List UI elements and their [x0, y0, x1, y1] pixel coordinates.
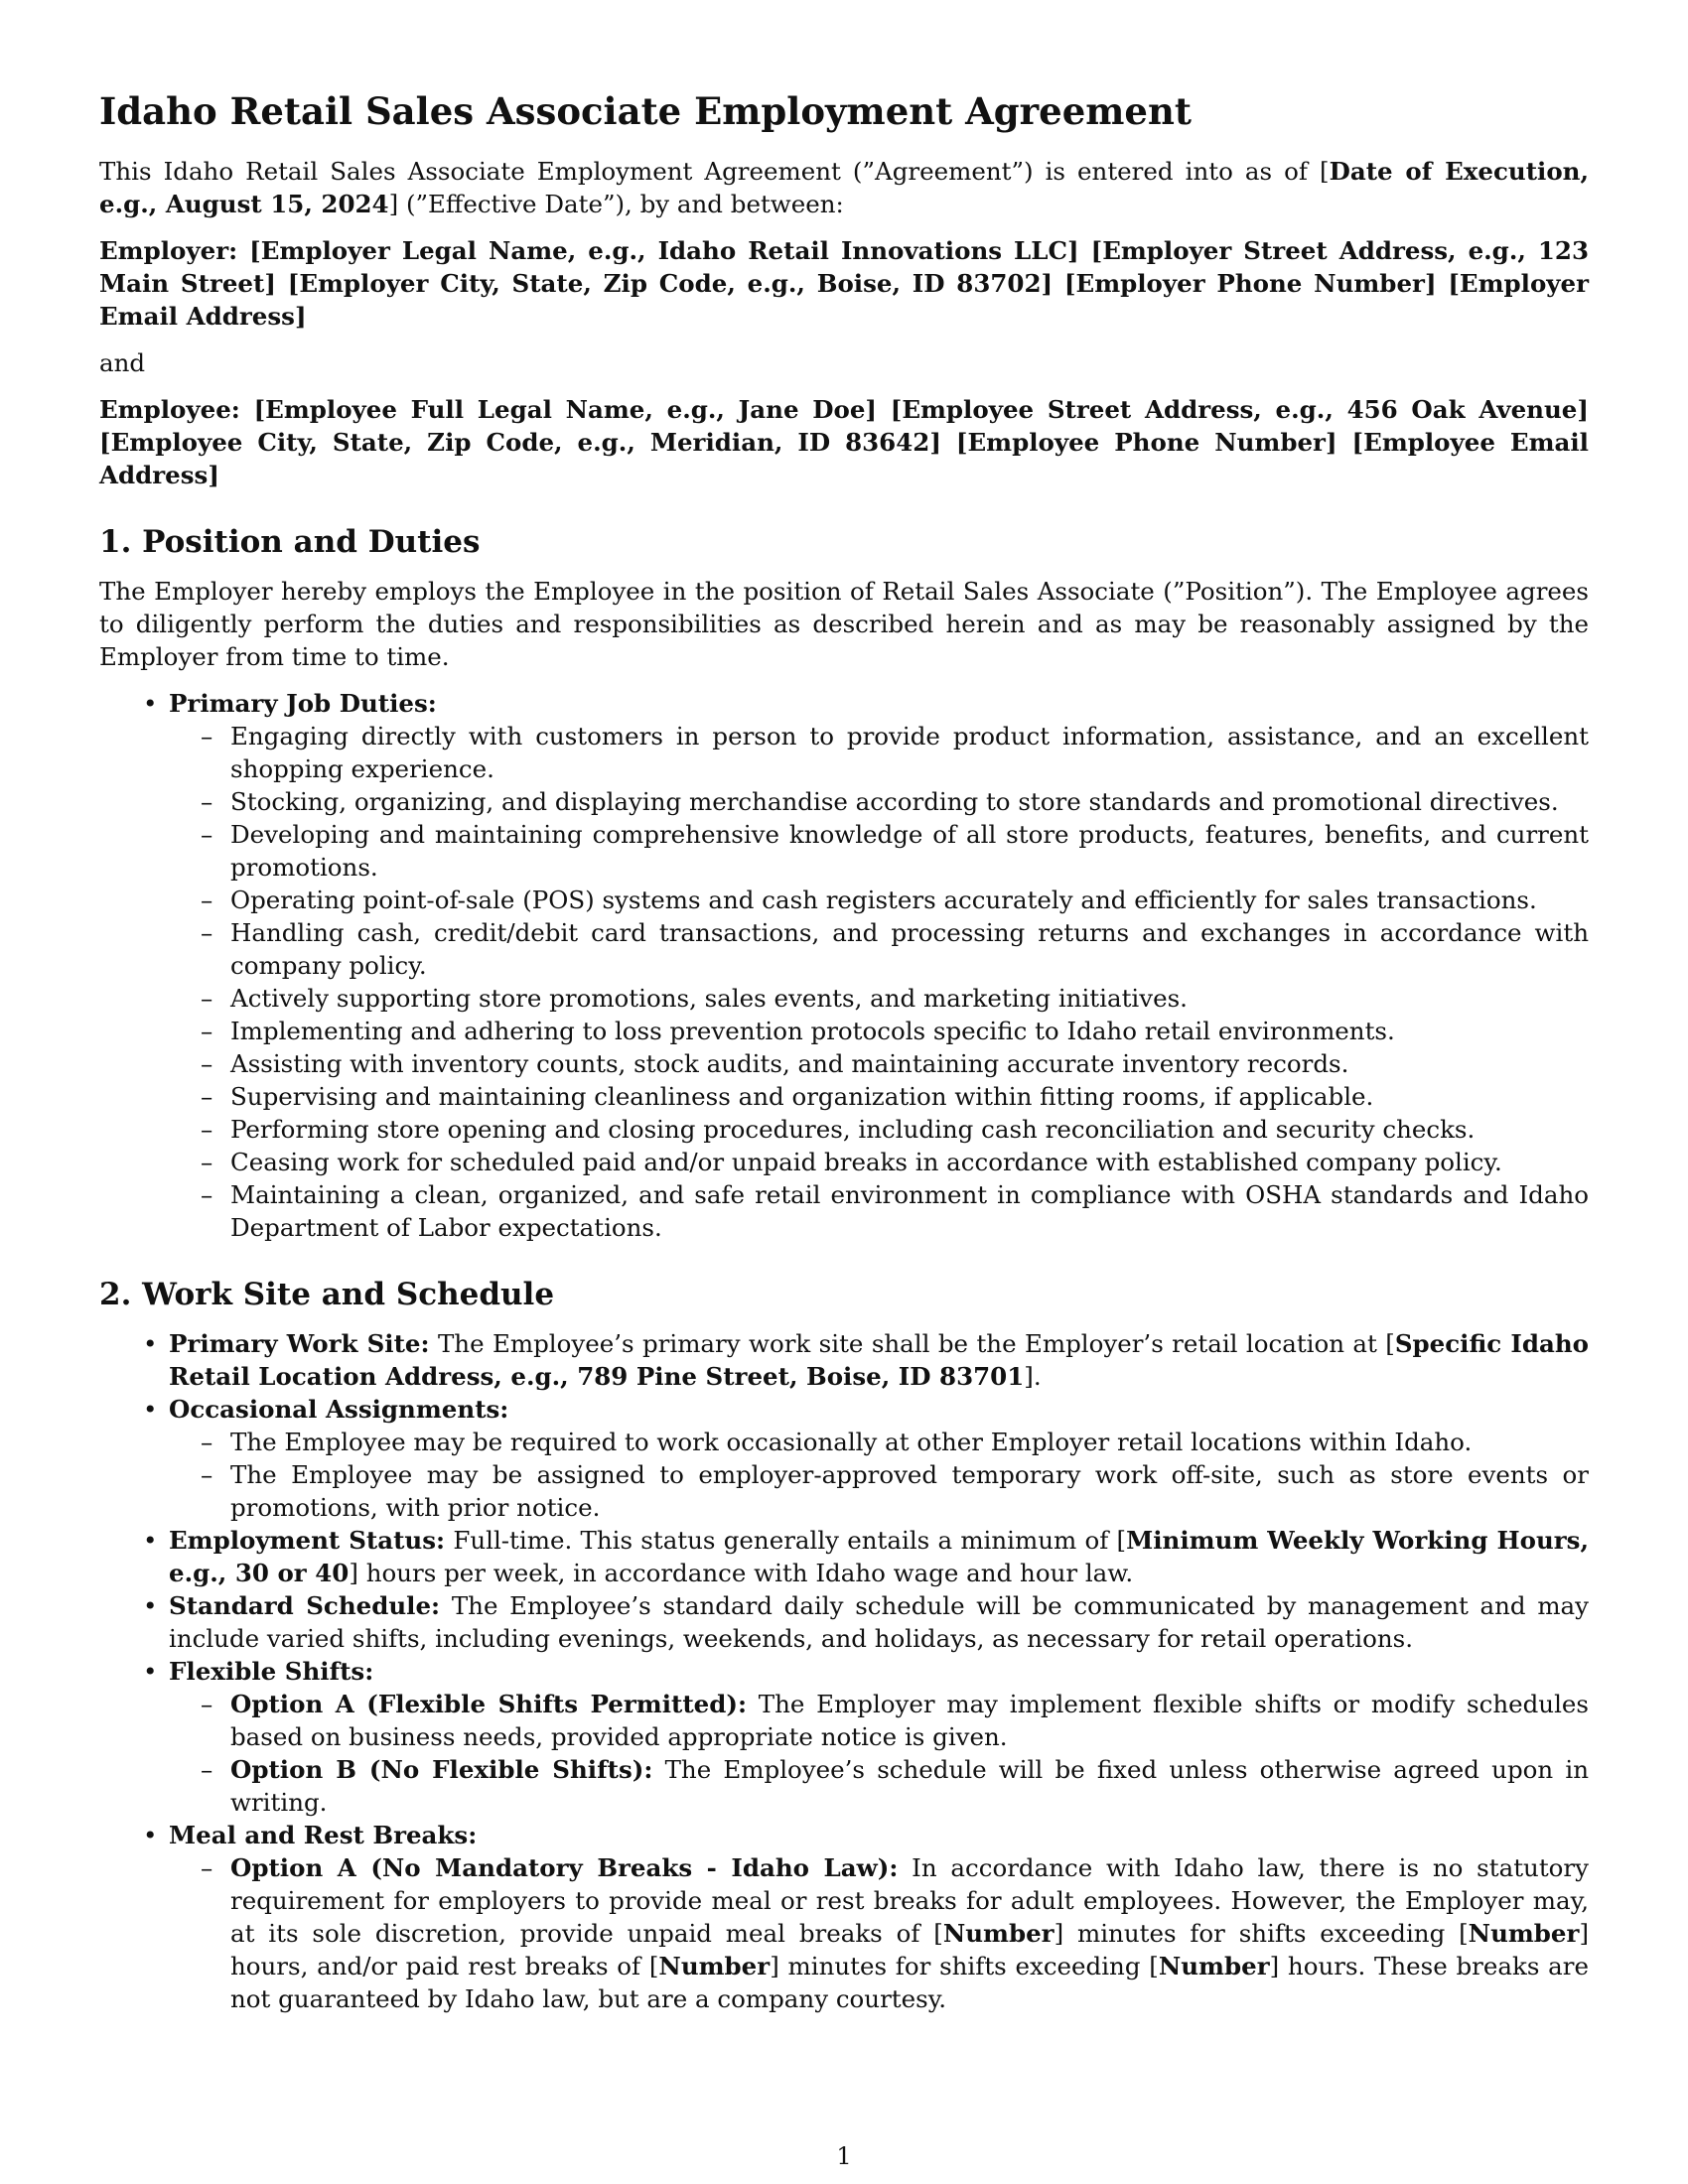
standard-schedule-label: Standard Schedule: [169, 1591, 441, 1620]
breaks-options-list [169, 1851, 1589, 2015]
section-2-heading: 2. Work Site and Schedule [99, 1277, 555, 1312]
work-site-label: Primary Work Site: [169, 1329, 430, 1358]
section-2-list [99, 1327, 1589, 2015]
intro-text-2: ] (”Effective Date”), by and between: [388, 190, 844, 218]
number-placeholder: Number [658, 1952, 771, 1980]
employer-phone-placeholder: Employer Phone Number [1075, 269, 1425, 298]
effective-date-placeholder: Date of Execution, e.g., August 15, 2024 [99, 157, 1590, 218]
standard-schedule-item: • Standard Schedule: The Employee’s standard daily schedule will be communicated by management and may include varied shifts, including evenings, weekends, and holidays, as necessary for retail operations. [169, 1589, 1589, 1655]
employee-email-placeholder: Employee Email Address [99, 428, 1589, 489]
document-page [99, 87, 1589, 2015]
employer-city-placeholder: Employer City, State, Zip Code, e.g., Boise, ID 83702 [299, 269, 1042, 298]
duty-item: – Operating point-of-sale (POS) systems and cash registers accurately and efficiently for sales transactions. [230, 884, 1589, 916]
intro-text-1: This Idaho Retail Sales Associate Employment Agreement (”Agreement”) is entered into as of [ [99, 157, 1330, 186]
employment-status-item: • Employment Status: Full-time. This status generally entails a minimum of [Minimum Weekly Working Hours, e.g., 30 or 40] hours per week, in accordance with Idaho wage and hour law. [169, 1524, 1589, 1589]
occasional-item: – The Employee may be assigned to employer-approved temporary work off-site, such as store events or promotions, with prior notice. [230, 1458, 1589, 1524]
duty-item: – Maintaining a clean, organized, and safe retail environment in compliance with OSHA standards and Idaho Department of Labor expectations. [230, 1178, 1589, 1244]
number-placeholder: Number [1158, 1952, 1270, 1980]
duty-item: – Stocking, organizing, and displaying merchandise according to store standards and promotional directives. [230, 785, 1589, 818]
breaks-option-a: – Option A (No Mandatory Breaks - Idaho Law): In accordance with Idaho law, there is no statutory requirement for employers to provide meal or rest breaks for adult employees. However, the Employer may, at its sole discretion, provide unpaid meal breaks of [Number] minutes for shifts exceeding [Number] hours, and/or paid rest breaks of [Number] minutes for shifts exceeding [Number] hours. These breaks are not guaranteed by Idaho law, but are a company courtesy. [230, 1851, 1589, 2015]
and-text: and [99, 348, 146, 377]
section-1-list [99, 687, 1589, 1244]
duty-item: – Handling cash, credit/debit card transactions, and processing returns and exchanges in accordance with company policy. [230, 916, 1589, 982]
employee-street-placeholder: Employee Street Address, e.g., 456 Oak Avenue [902, 395, 1578, 424]
intro-paragraph [99, 155, 1589, 220]
duty-item: – Developing and maintaining comprehensive knowledge of all store products, features, benefits, and current promotions. [230, 818, 1589, 884]
duty-item: – Actively supporting store promotions, sales events, and marketing initiatives. [230, 982, 1589, 1015]
employer-label: Employer: [99, 236, 238, 265]
duty-item: – Supervising and maintaining cleanliness and organization within fitting rooms, if applicable. [230, 1080, 1589, 1113]
min-hours-placeholder: Minimum Weekly Working Hours, e.g., 30 or 40 [169, 1526, 1589, 1587]
primary-duties-label: Primary Job Duties: [169, 689, 437, 718]
duty-item: – Implementing and adhering to loss prevention protocols specific to Idaho retail environments. [230, 1015, 1589, 1047]
duties-list [169, 720, 1589, 1244]
duty-item: – Performing store opening and closing procedures, including cash reconciliation and security checks. [230, 1113, 1589, 1146]
meal-rest-breaks-label: Meal and Rest Breaks: [169, 1821, 478, 1849]
occasional-assignments-item [169, 1393, 1589, 1524]
employee-label: Employee: [99, 395, 240, 424]
page-number: 1 [836, 2142, 852, 2170]
duty-item: – Assisting with inventory counts, stock audits, and maintaining accurate inventory records. [230, 1047, 1589, 1080]
number-placeholder: Number [1468, 1919, 1580, 1948]
occasional-list [169, 1426, 1589, 1524]
flexible-shifts-item [169, 1655, 1589, 1819]
document-title: Idaho Retail Sales Associate Employment Agreement [99, 89, 1192, 133]
work-site-placeholder: Specific Idaho Retail Location Address, e.g., 789 Pine Street, Boise, ID 83701 [169, 1329, 1589, 1391]
employee-phone-placeholder: Employee Phone Number [967, 428, 1326, 457]
occasional-assignments-label: Occasional Assignments: [169, 1395, 509, 1424]
employee-block: Employee: [Employee Full Legal Name, e.g., Jane Doe] [Employee Street Address, e.g., 456 Oak Avenue] [Employee City, State, Zip Code, e.g., Meridian, ID 83642] [Employee Phone Number] [Employee Email Address] [99, 395, 1589, 489]
section-1-paragraph: The Employer hereby employs the Employee in the position of Retail Sales Associate (”Position”). The Employee agrees to diligently perform the duties and responsibilities as described herein and as may be reasonably assigned by the Employer from time to time. [99, 577, 1589, 671]
employer-email-placeholder: Employer Email Address [99, 269, 1590, 331]
duty-item: – Ceasing work for scheduled paid and/or unpaid breaks in accordance with established company policy. [230, 1146, 1589, 1178]
flex-option-b: – Option B (No Flexible Shifts): The Employee’s schedule will be fixed unless otherwise agreed upon in writing. [230, 1753, 1589, 1819]
occasional-item: – The Employee may be required to work occasionally at other Employer retail locations within Idaho. [230, 1426, 1589, 1458]
employee-name-placeholder: Employee Full Legal Name, e.g., Jane Doe [265, 395, 866, 424]
employer-street-placeholder: Employer Street Address, e.g., 123 Main Street [99, 236, 1590, 298]
flexible-shifts-label: Flexible Shifts: [169, 1657, 374, 1686]
employment-status-label: Employment Status: [169, 1526, 446, 1555]
flex-option-a: – Option A (Flexible Shifts Permitted): The Employer may implement flexible shifts or modify schedules based on business needs, provided appropriate notice is given. [230, 1688, 1589, 1753]
employer-block: Employer: [Employer Legal Name, e.g., Idaho Retail Innovations LLC] [Employer Street Address, e.g., 123 Main Street] [Employer City, State, Zip Code, e.g., Boise, ID 83702] [Employer Phone Number] [Employer Email Address] [99, 236, 1590, 331]
flex-options-list [169, 1688, 1589, 1819]
duty-item: – Engaging directly with customers in person to provide product information, assistance, and an excellent shopping experience. [230, 720, 1589, 785]
section-1-heading: 1. Position and Duties [99, 524, 481, 560]
employee-city-placeholder: Employee City, State, Zip Code, e.g., Meridian, ID 83642 [110, 428, 930, 457]
work-site-item: • Primary Work Site: The Employee’s primary work site shall be the Employer’s retail location at [Specific Idaho Retail Location Address, e.g., 789 Pine Street, Boise, ID 83701]. [169, 1327, 1589, 1393]
employer-name-placeholder: Employer Legal Name, e.g., Idaho Retail Innovations LLC [260, 236, 1067, 265]
meal-rest-breaks-item [169, 1819, 1589, 2015]
number-placeholder: Number [942, 1919, 1055, 1948]
primary-duties-item [169, 687, 1589, 1244]
